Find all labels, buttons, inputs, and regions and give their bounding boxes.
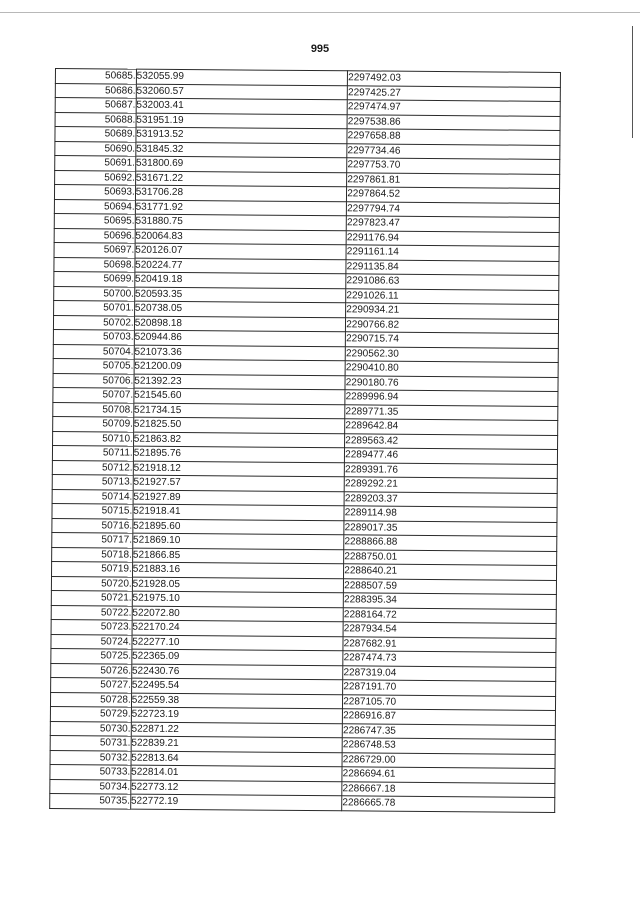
point-id-cell: 50709. bbox=[53, 416, 134, 431]
point-id-cell: 50703. bbox=[53, 329, 134, 344]
x-coordinate-cell: 522365.09 bbox=[132, 649, 344, 665]
x-coordinate-cell: 531800.69 bbox=[135, 156, 347, 172]
y-coordinate-cell: 2287934.54 bbox=[343, 622, 556, 638]
point-id-cell: 50728. bbox=[50, 692, 131, 707]
point-id-cell: 50715. bbox=[52, 503, 133, 518]
point-id-cell: 50708. bbox=[53, 402, 134, 417]
y-coordinate-cell: 2289391.76 bbox=[345, 462, 558, 478]
x-coordinate-cell: 531671.22 bbox=[135, 171, 347, 187]
y-coordinate-cell: 2291176.94 bbox=[346, 230, 559, 246]
x-coordinate-cell: 520419.18 bbox=[135, 272, 347, 288]
point-id-cell: 50702. bbox=[53, 315, 134, 330]
point-id-cell: 50693. bbox=[54, 185, 135, 200]
y-coordinate-cell: 2288640.21 bbox=[344, 564, 557, 580]
y-coordinate-cell: 2287319.04 bbox=[343, 665, 556, 681]
y-coordinate-cell: 2289771.35 bbox=[345, 404, 558, 420]
x-coordinate-cell: 521200.09 bbox=[134, 359, 346, 375]
y-coordinate-cell: 2297658.88 bbox=[347, 129, 560, 145]
y-coordinate-cell: 2297538.86 bbox=[347, 114, 560, 130]
y-coordinate-cell: 2286665.78 bbox=[342, 796, 555, 812]
y-coordinate-cell: 2288164.72 bbox=[343, 607, 556, 623]
point-id-cell: 50685. bbox=[55, 69, 136, 84]
point-id-cell: 50724. bbox=[51, 634, 132, 649]
point-id-cell: 50710. bbox=[53, 431, 134, 446]
point-id-cell: 50721. bbox=[51, 590, 132, 605]
x-coordinate-cell: 522814.01 bbox=[131, 765, 343, 781]
x-coordinate-cell: 522170.24 bbox=[132, 620, 344, 636]
y-coordinate-cell: 2290715.74 bbox=[346, 332, 559, 348]
x-coordinate-cell: 520898.18 bbox=[134, 316, 346, 332]
point-id-cell: 50731. bbox=[50, 735, 131, 750]
point-id-cell: 50699. bbox=[54, 271, 135, 286]
x-coordinate-cell: 521975.10 bbox=[132, 591, 344, 607]
point-id-cell: 50691. bbox=[55, 156, 136, 171]
x-coordinate-cell: 522072.80 bbox=[132, 606, 344, 622]
y-coordinate-cell: 2291086.63 bbox=[346, 274, 559, 290]
y-coordinate-cell: 2291161.14 bbox=[346, 245, 559, 261]
point-id-cell: 50723. bbox=[51, 619, 132, 634]
x-coordinate-cell: 521545.60 bbox=[134, 388, 346, 404]
y-coordinate-cell: 2289563.42 bbox=[345, 433, 558, 449]
x-coordinate-cell: 521866.85 bbox=[132, 548, 344, 564]
y-coordinate-cell: 2286916.87 bbox=[343, 709, 556, 725]
x-coordinate-cell: 531706.28 bbox=[135, 185, 347, 201]
x-coordinate-cell: 521869.10 bbox=[132, 533, 344, 549]
x-coordinate-cell: 521895.60 bbox=[133, 519, 345, 535]
x-coordinate-cell: 532003.41 bbox=[136, 98, 348, 114]
y-coordinate-cell: 2297474.97 bbox=[347, 100, 560, 116]
y-coordinate-cell: 2288395.34 bbox=[343, 593, 556, 609]
point-id-cell: 50690. bbox=[55, 141, 136, 156]
y-coordinate-cell: 2288507.59 bbox=[344, 578, 557, 594]
x-coordinate-cell: 521927.89 bbox=[133, 490, 345, 506]
y-coordinate-cell: 2297734.46 bbox=[347, 143, 560, 159]
x-coordinate-cell: 522839.21 bbox=[131, 736, 343, 752]
x-coordinate-cell: 522723.19 bbox=[131, 707, 343, 723]
point-id-cell: 50726. bbox=[51, 663, 132, 678]
page-number: 995 bbox=[310, 43, 330, 55]
x-coordinate-cell: 531845.32 bbox=[136, 142, 348, 158]
point-id-cell: 50717. bbox=[52, 532, 133, 547]
y-coordinate-cell: 2287105.70 bbox=[343, 694, 556, 710]
point-id-cell: 50688. bbox=[55, 112, 136, 127]
point-id-cell: 50698. bbox=[54, 257, 135, 272]
y-coordinate-cell: 2286748.53 bbox=[342, 738, 555, 754]
y-coordinate-cell: 2297823.47 bbox=[346, 216, 559, 232]
y-coordinate-cell: 2287682.91 bbox=[343, 636, 556, 652]
x-coordinate-cell: 521825.50 bbox=[133, 417, 345, 433]
y-coordinate-cell: 2291135.84 bbox=[346, 259, 559, 275]
y-coordinate-cell: 2287474.73 bbox=[343, 651, 556, 667]
x-coordinate-cell: 531771.92 bbox=[135, 200, 347, 216]
x-coordinate-cell: 522430.76 bbox=[131, 664, 343, 680]
point-id-cell: 50687. bbox=[55, 98, 136, 113]
point-id-cell: 50732. bbox=[50, 750, 131, 765]
point-id-cell: 50694. bbox=[54, 199, 135, 214]
point-id-cell: 50692. bbox=[55, 170, 136, 185]
x-coordinate-cell: 532055.99 bbox=[136, 69, 348, 85]
x-coordinate-cell: 520064.83 bbox=[135, 229, 347, 245]
x-coordinate-cell: 522277.10 bbox=[132, 635, 344, 651]
point-id-cell: 50729. bbox=[50, 706, 131, 721]
y-coordinate-cell: 2290562.30 bbox=[345, 346, 558, 362]
point-id-cell: 50719. bbox=[52, 561, 133, 576]
point-id-cell: 50722. bbox=[51, 605, 132, 620]
y-coordinate-cell: 2289996.94 bbox=[345, 390, 558, 406]
point-id-cell: 50696. bbox=[54, 228, 135, 243]
x-coordinate-cell: 522813.64 bbox=[131, 751, 343, 767]
point-id-cell: 50711. bbox=[52, 445, 133, 460]
point-id-cell: 50714. bbox=[52, 489, 133, 504]
x-coordinate-cell: 521073.36 bbox=[134, 345, 346, 361]
coordinate-table-container bbox=[49, 68, 561, 812]
point-id-cell: 50720. bbox=[51, 576, 132, 591]
x-coordinate-cell: 521883.16 bbox=[132, 562, 344, 578]
x-coordinate-cell: 521927.57 bbox=[133, 475, 345, 491]
y-coordinate-cell: 2290934.21 bbox=[346, 303, 559, 319]
y-coordinate-cell: 2290180.76 bbox=[345, 375, 558, 391]
point-id-cell: 50704. bbox=[53, 344, 134, 359]
point-id-cell: 50705. bbox=[53, 358, 134, 373]
x-coordinate-cell: 521918.41 bbox=[133, 504, 345, 520]
x-coordinate-cell: 521918.12 bbox=[133, 461, 345, 477]
x-coordinate-cell: 522559.38 bbox=[131, 693, 343, 709]
point-id-cell: 50707. bbox=[53, 387, 134, 402]
x-coordinate-cell: 532060.57 bbox=[136, 84, 348, 100]
point-id-cell: 50689. bbox=[55, 127, 136, 142]
y-coordinate-cell: 2289203.37 bbox=[344, 491, 557, 507]
y-coordinate-cell: 2290766.82 bbox=[346, 317, 559, 333]
y-coordinate-cell: 2297864.52 bbox=[347, 187, 560, 203]
y-coordinate-cell: 2286694.61 bbox=[342, 767, 555, 783]
y-coordinate-cell: 2297425.27 bbox=[347, 85, 560, 101]
point-id-cell: 50718. bbox=[52, 547, 133, 562]
point-id-cell: 50712. bbox=[52, 460, 133, 475]
y-coordinate-cell: 2286667.18 bbox=[342, 781, 555, 797]
y-coordinate-cell: 2297492.03 bbox=[348, 71, 561, 87]
y-coordinate-cell: 2286729.00 bbox=[342, 752, 555, 768]
point-id-cell: 50706. bbox=[53, 373, 134, 388]
x-coordinate-cell: 521392.23 bbox=[134, 374, 346, 390]
x-coordinate-cell: 520944.86 bbox=[134, 330, 346, 346]
x-coordinate-cell: 521928.05 bbox=[132, 577, 344, 593]
y-coordinate-cell: 2297794.74 bbox=[347, 201, 560, 217]
x-coordinate-cell: 522495.54 bbox=[131, 678, 343, 694]
y-coordinate-cell: 2289017.35 bbox=[344, 520, 557, 536]
x-coordinate-cell: 520126.07 bbox=[135, 243, 347, 259]
x-coordinate-cell: 520224.77 bbox=[135, 258, 347, 274]
point-id-cell: 50695. bbox=[54, 213, 135, 228]
y-coordinate-cell: 2289292.21 bbox=[344, 477, 557, 493]
point-id-cell: 50733. bbox=[50, 764, 131, 779]
point-id-cell: 50697. bbox=[54, 242, 135, 257]
y-coordinate-cell: 2289477.46 bbox=[345, 448, 558, 464]
coordinate-table-body bbox=[50, 69, 561, 812]
x-coordinate-cell: 520593.35 bbox=[134, 287, 346, 303]
point-id-cell: 50727. bbox=[51, 677, 132, 692]
point-id-cell: 50701. bbox=[54, 300, 135, 315]
point-id-cell: 50725. bbox=[51, 648, 132, 663]
point-id-cell: 50735. bbox=[50, 793, 131, 808]
x-coordinate-cell: 531880.75 bbox=[135, 214, 347, 230]
point-id-cell: 50713. bbox=[52, 474, 133, 489]
coordinate-table bbox=[49, 68, 561, 812]
y-coordinate-cell: 2297753.70 bbox=[347, 158, 560, 174]
x-coordinate-cell: 522871.22 bbox=[131, 722, 343, 738]
y-coordinate-cell: 2288750.01 bbox=[344, 549, 557, 565]
y-coordinate-cell: 2291026.11 bbox=[346, 288, 559, 304]
point-id-cell: 50686. bbox=[55, 83, 136, 98]
point-id-cell: 50730. bbox=[50, 721, 131, 736]
y-coordinate-cell: 2289642.84 bbox=[345, 419, 558, 435]
point-id-cell: 50734. bbox=[50, 779, 131, 794]
x-coordinate-cell: 521863.82 bbox=[133, 432, 345, 448]
y-coordinate-cell: 2287191.70 bbox=[343, 680, 556, 696]
y-coordinate-cell: 2288866.88 bbox=[344, 535, 557, 551]
y-coordinate-cell: 2290410.80 bbox=[345, 361, 558, 377]
x-coordinate-cell: 522773.12 bbox=[131, 780, 343, 796]
x-coordinate-cell: 521895.76 bbox=[133, 446, 345, 462]
point-id-cell: 50700. bbox=[54, 286, 135, 301]
y-coordinate-cell: 2286747.35 bbox=[342, 723, 555, 739]
x-coordinate-cell: 520738.05 bbox=[134, 301, 346, 317]
x-coordinate-cell: 521734.15 bbox=[133, 403, 345, 419]
top-edge-rule bbox=[0, 12, 640, 13]
x-coordinate-cell: 522772.19 bbox=[130, 794, 342, 810]
y-coordinate-cell: 2289114.98 bbox=[344, 506, 557, 522]
table-row bbox=[50, 793, 555, 811]
y-coordinate-cell: 2297861.81 bbox=[347, 172, 560, 188]
point-id-cell: 50716. bbox=[52, 518, 133, 533]
x-coordinate-cell: 531951.19 bbox=[136, 113, 348, 129]
x-coordinate-cell: 531913.52 bbox=[136, 127, 348, 143]
